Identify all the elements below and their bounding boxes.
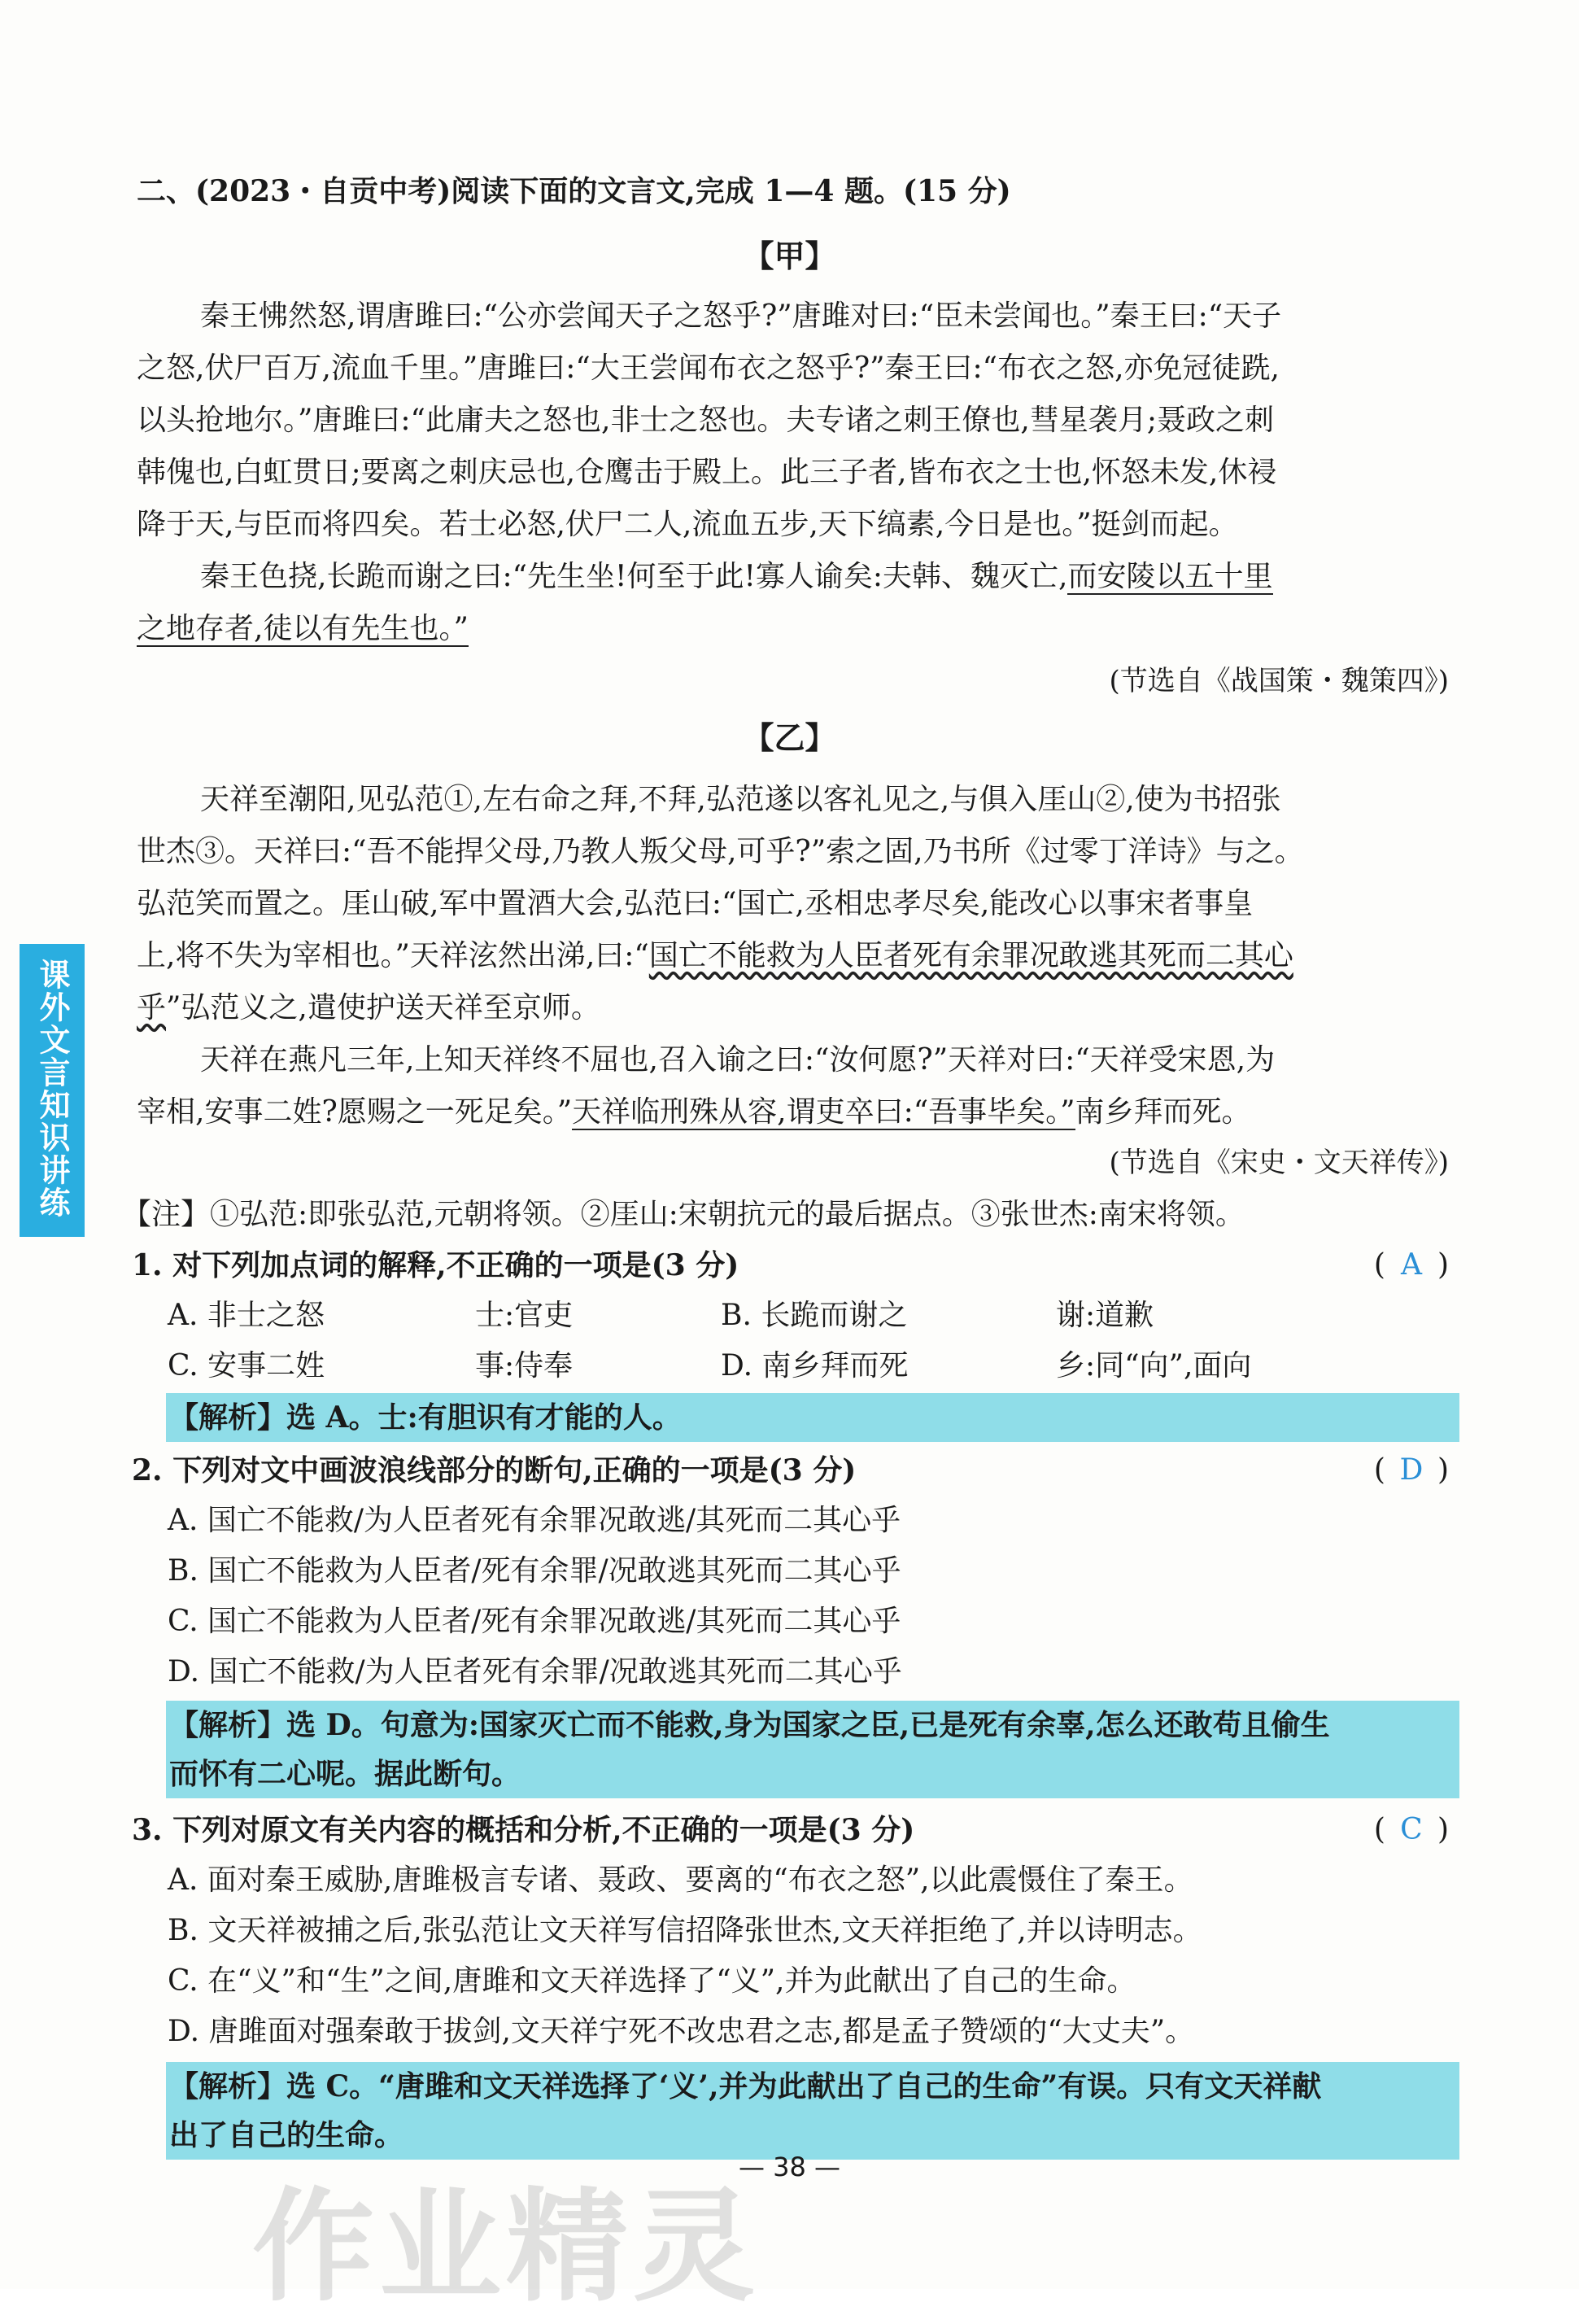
page-number: — 38 — xyxy=(738,2151,841,2182)
yi-line-7-end: 南乡拜而死。 xyxy=(1075,1095,1251,1129)
q1-opt-b-gloss: 谢:道歉 xyxy=(1056,1299,1154,1332)
q2-paren-right: ) xyxy=(1437,1453,1449,1487)
q2-opt-a: A. 国亡不能救/为人臣者死有余罪况敢逃/其死而二其心乎 xyxy=(168,1504,901,1537)
jia-underlined-sentence-a: 而安陵以五十里 xyxy=(1067,560,1273,593)
q1-opt-a: A. 非士之怒 xyxy=(168,1299,325,1332)
yi-line-7 xyxy=(137,1090,1251,1134)
q3-opt-a: A. 面对秦王威胁,唐雎极言专诸、聂政、要离的“布衣之怒”,以此震慑住了秦王。 xyxy=(168,1863,1193,1897)
q3-stem: 3. 下列对原文有关内容的概括和分析,不正确的一项是(3 分) xyxy=(132,1813,915,1847)
yi-underlined-sentence: 天祥临刑殊从容,谓吏卒曰:“吾事毕矣。” xyxy=(572,1095,1075,1129)
q3-opt-d: D. 唐雎面对强秦敢于拔剑,文天祥宁死不改忠君之志,都是孟子赞颂的“大丈夫”。 xyxy=(168,2015,1195,2048)
q2-explanation-line-1: 【解析】选 D。句意为:国家灭亡而不能救,身为国家之臣,已是死有余辜,怎么还敢苟且偷生 xyxy=(166,1701,1459,1750)
q2-stem: 2. 下列对文中画波浪线部分的断句,正确的一项是(3 分) xyxy=(132,1453,857,1487)
section-heading: 二、(2023・自贡中考)阅读下面的文言文,完成 1—4 题。(15 分) xyxy=(137,174,1011,208)
yi-line-2: 世杰③。天祥曰:“吾不能捍父母,乃教人叛父母,可乎?”索之固,乃书所《过零丁洋诗》与之。 xyxy=(137,835,1304,868)
jia-line-1: 秦王怫然怒,谓唐雎曰:“公亦尝闻天子之怒乎?”唐雎对曰:“臣未尝闻也。”秦王曰:“天子 xyxy=(200,299,1282,333)
jia-line-6 xyxy=(200,555,1273,599)
q1-stem: 1. 对下列加点词的解释,不正确的一项是(3 分) xyxy=(132,1248,739,1282)
q1-opt-c: C. 安事二姓 xyxy=(168,1349,325,1383)
yi-line-4 xyxy=(137,934,1293,978)
q2-explanation-line-2: 而怀有二心呢。据此断句。 xyxy=(166,1750,1459,1798)
q1-opt-b: B. 长跪而谢之 xyxy=(721,1299,908,1332)
q3-paren-right: ) xyxy=(1437,1813,1449,1846)
q3-paren-left: ( xyxy=(1373,1813,1385,1846)
q2-opt-b: B. 国亡不能救为人臣者/死有余罪/况敢逃其死而二其心乎 xyxy=(168,1554,901,1588)
jia-line-4: 韩傀也,白虹贯日;要离之刺庆忌也,仓鹰击于殿上。此三子者,皆布衣之士也,怀怒未发,休祲 xyxy=(137,456,1277,489)
jia-line-2: 之怒,伏尸百万,流血千里。”唐雎曰:“大王尝闻布衣之怒乎?”秦王曰:“布衣之怒,亦免冠徒跣, xyxy=(137,352,1280,385)
yi-line-6: 天祥在燕凡三年,上知天祥终不屈也,召入谕之曰:“汝何愿?”天祥对曰:“天祥受宋恩,为 xyxy=(200,1043,1276,1077)
q1-opt-d-gloss: 乡:同“向”,面向 xyxy=(1056,1349,1252,1383)
yi-line-4-text: 上,将不失为宰相也。”天祥泫然出涕,曰:“ xyxy=(137,939,649,972)
q2-paren-left: ( xyxy=(1373,1453,1385,1487)
q1-answer-letter: A xyxy=(1400,1248,1422,1282)
yi-line-7-text: 宰相,安事二姓?愿赐之一死足矣。” xyxy=(137,1095,573,1129)
q2-answer-letter: D xyxy=(1399,1453,1424,1487)
q1-answer xyxy=(1374,1243,1449,1287)
jia-line-5: 降于天,与臣而将四矣。若士必怒,伏尸二人,流血五步,天下缟素,今日是也。”挺剑而起。 xyxy=(137,508,1238,541)
yi-line-1: 天祥至潮阳,见弘范①,左右命之拜,不拜,弘范遂以客礼见之,与俱入厓山②,使为书招张 xyxy=(200,783,1281,816)
yi-line-5-text: ”弘范义之,遣使护送天祥至京师。 xyxy=(166,991,600,1024)
q3-opt-c: C. 在“义”和“生”之间,唐雎和文天祥选择了“义”,并为此献出了自己的生命。 xyxy=(168,1964,1136,1998)
q2-opt-c: C. 国亡不能救为人臣者/死有余罪况敢逃/其死而二其心乎 xyxy=(168,1605,901,1638)
q1-opt-d: D. 南乡拜而死 xyxy=(721,1349,909,1383)
notes: 【注】①弘范:即张弘范,元朝将领。②厓山:宋朝抗元的最后据点。③张世杰:南宋将领。 xyxy=(122,1198,1245,1231)
side-tab-label: 课外文言知识讲练 xyxy=(34,959,70,1219)
q3-answer-letter: C xyxy=(1400,1813,1423,1846)
jia-line-7 xyxy=(137,607,469,651)
q2-answer xyxy=(1374,1448,1449,1492)
q3-explanation-line-2: 出了自己的生命。 xyxy=(166,2111,1459,2160)
side-tab xyxy=(20,944,85,1237)
jia-source: (节选自《战国策・魏策四》) xyxy=(1109,665,1449,697)
yi-source: (节选自《宋史・文天祥传》) xyxy=(1109,1147,1449,1179)
yi-line-5 xyxy=(137,986,600,1030)
yi-wavy-sentence-a: 国亡不能救为人臣者死有余罪况敢逃其死而二其心 xyxy=(648,939,1293,972)
q1-explanation: 【解析】选 A。士:有胆识有才能的人。 xyxy=(166,1393,1459,1442)
q3-answer xyxy=(1374,1808,1449,1852)
q3-explanation-line-1: 【解析】选 C。“唐雎和文天祥选择了‘义’,并为此献出了自己的生命”有误。只有文天祥献 xyxy=(166,2062,1459,2111)
yi-title: 【乙】 xyxy=(743,719,836,756)
q1-paren-left: ( xyxy=(1373,1248,1385,1282)
watermark: 作业精灵 xyxy=(252,2177,761,2318)
jia-title: 【甲】 xyxy=(743,238,836,274)
q1-opt-a-gloss: 士:官吏 xyxy=(475,1299,574,1332)
jia-line-3: 以头抢地尔。”唐雎曰:“此庸夫之怒也,非士之怒也。夫专诸之刺王僚也,彗星袭月;聂政之刺 xyxy=(137,404,1274,437)
q3-opt-b: B. 文天祥被捕之后,张弘范让文天祥写信招降张世杰,文天祥拒绝了,并以诗明志。 xyxy=(168,1914,1202,1947)
jia-line-6-text: 秦王色挠,长跪而谢之曰:“先生坐!何至于此!寡人谕矣:夫韩、魏灭亡, xyxy=(200,560,1068,593)
yi-line-3: 弘范笑而置之。厓山破,军中置酒大会,弘范曰:“国亡,丞相忠孝尽矣,能改心以事宋者事皇 xyxy=(137,887,1254,920)
q1-opt-c-gloss: 事:侍奉 xyxy=(475,1349,574,1383)
q2-opt-d: D. 国亡不能救/为人臣者死有余罪/况敢逃其死而二其心乎 xyxy=(168,1655,902,1688)
jia-underlined-sentence-b: 之地存者,徒以有先生也。” xyxy=(137,612,469,645)
q1-paren-right: ) xyxy=(1437,1248,1449,1282)
yi-wavy-sentence-b: 乎 xyxy=(137,991,167,1024)
